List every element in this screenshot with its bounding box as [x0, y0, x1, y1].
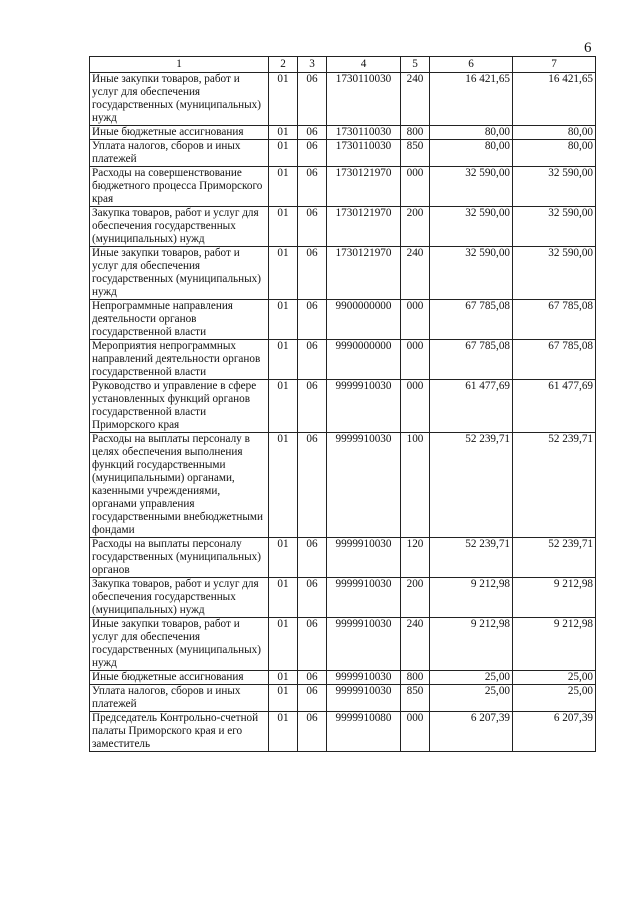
- page-number: 6: [584, 40, 592, 56]
- expense-type-code-cell: 240: [401, 618, 430, 671]
- section-code-cell: 01: [269, 578, 298, 618]
- table-row: [90, 433, 596, 538]
- column-header: 2: [269, 57, 298, 73]
- column-header: 5: [401, 57, 430, 73]
- table-row: [90, 300, 596, 340]
- expense-type-code-cell: 120: [401, 538, 430, 578]
- amount-1-cell: 32 590,00: [430, 207, 513, 247]
- expense-type-code-cell: 800: [401, 671, 430, 685]
- table-row: [90, 207, 596, 247]
- amount-2-cell: 32 590,00: [513, 167, 596, 207]
- expense-name-cell: Закупка товаров, работ и услуг для обеспечения государственных (муниципальных) нужд: [90, 207, 269, 247]
- amount-1-cell: 32 590,00: [430, 167, 513, 207]
- expense-name-cell: Председатель Контрольно-счетной палаты Приморского края и его заместитель: [90, 712, 269, 752]
- expense-name-cell: Иные бюджетные ассигнования: [90, 671, 269, 685]
- amount-2-cell: 61 477,69: [513, 380, 596, 433]
- amount-2-cell: 9 212,98: [513, 618, 596, 671]
- subsection-code-cell: 06: [298, 300, 327, 340]
- subsection-code-cell: 06: [298, 207, 327, 247]
- table-row: [90, 578, 596, 618]
- expense-name-cell: Иные закупки товаров, работ и услуг для обеспечения государственных (муниципальных) нужд: [90, 618, 269, 671]
- subsection-code-cell: 06: [298, 167, 327, 207]
- section-code-cell: 01: [269, 167, 298, 207]
- section-code-cell: 01: [269, 685, 298, 712]
- subsection-code-cell: 06: [298, 126, 327, 140]
- header-row: [90, 57, 596, 73]
- subsection-code-cell: 06: [298, 433, 327, 538]
- amount-1-cell: 52 239,71: [430, 538, 513, 578]
- amount-2-cell: 67 785,08: [513, 300, 596, 340]
- amount-1-cell: 67 785,08: [430, 340, 513, 380]
- table-row: [90, 247, 596, 300]
- column-header: 4: [327, 57, 401, 73]
- expense-type-code-cell: 850: [401, 685, 430, 712]
- subsection-code-cell: 06: [298, 140, 327, 167]
- target-item-code-cell: 9999910030: [327, 538, 401, 578]
- amount-2-cell: 67 785,08: [513, 340, 596, 380]
- amount-1-cell: 16 421,65: [430, 73, 513, 126]
- target-item-code-cell: 9999910030: [327, 433, 401, 538]
- target-item-code-cell: 9900000000: [327, 300, 401, 340]
- target-item-code-cell: 1730121970: [327, 207, 401, 247]
- amount-2-cell: 25,00: [513, 671, 596, 685]
- section-code-cell: 01: [269, 73, 298, 126]
- section-code-cell: 01: [269, 433, 298, 538]
- target-item-code-cell: 9990000000: [327, 340, 401, 380]
- table-row: [90, 618, 596, 671]
- subsection-code-cell: 06: [298, 618, 327, 671]
- section-code-cell: 01: [269, 671, 298, 685]
- expense-name-cell: Расходы на выплаты персоналу в целях обеспечения выполнения функций государственными (муниципальными) органами, казенными учреждениями, органами управления государственными внебюджетными фондами: [90, 433, 269, 538]
- amount-1-cell: 32 590,00: [430, 247, 513, 300]
- column-header: 1: [90, 57, 269, 73]
- section-code-cell: 01: [269, 126, 298, 140]
- target-item-code-cell: 1730121970: [327, 167, 401, 207]
- amount-1-cell: 6 207,39: [430, 712, 513, 752]
- expense-type-code-cell: 240: [401, 247, 430, 300]
- amount-2-cell: 80,00: [513, 126, 596, 140]
- amount-1-cell: 25,00: [430, 685, 513, 712]
- expense-name-cell: Закупка товаров, работ и услуг для обеспечения государственных (муниципальных) нужд: [90, 578, 269, 618]
- subsection-code-cell: 06: [298, 578, 327, 618]
- expense-name-cell: Мероприятия непрограммных направлений деятельности органов государственной власти: [90, 340, 269, 380]
- expense-type-code-cell: 100: [401, 433, 430, 538]
- expense-name-cell: Иные закупки товаров, работ и услуг для обеспечения государственных (муниципальных) нужд: [90, 73, 269, 126]
- amount-2-cell: 25,00: [513, 685, 596, 712]
- table-row: [90, 685, 596, 712]
- table-row: [90, 671, 596, 685]
- amount-1-cell: 80,00: [430, 126, 513, 140]
- column-header: 7: [513, 57, 596, 73]
- target-item-code-cell: 9999910080: [327, 712, 401, 752]
- subsection-code-cell: 06: [298, 247, 327, 300]
- section-code-cell: 01: [269, 618, 298, 671]
- expense-type-code-cell: 000: [401, 712, 430, 752]
- expense-type-code-cell: 850: [401, 140, 430, 167]
- amount-2-cell: 52 239,71: [513, 433, 596, 538]
- target-item-code-cell: 1730121970: [327, 247, 401, 300]
- column-header: 6: [430, 57, 513, 73]
- amount-1-cell: 61 477,69: [430, 380, 513, 433]
- expense-name-cell: Иные бюджетные ассигнования: [90, 126, 269, 140]
- amount-2-cell: 32 590,00: [513, 247, 596, 300]
- section-code-cell: 01: [269, 140, 298, 167]
- table-row: [90, 340, 596, 380]
- section-code-cell: 01: [269, 538, 298, 578]
- subsection-code-cell: 06: [298, 538, 327, 578]
- expense-type-code-cell: 000: [401, 300, 430, 340]
- amount-2-cell: 52 239,71: [513, 538, 596, 578]
- table-row: [90, 538, 596, 578]
- budget-table: [89, 56, 596, 752]
- target-item-code-cell: 9999910030: [327, 380, 401, 433]
- section-code-cell: 01: [269, 247, 298, 300]
- expense-name-cell: Иные закупки товаров, работ и услуг для обеспечения государственных (муниципальных) нужд: [90, 247, 269, 300]
- amount-2-cell: 6 207,39: [513, 712, 596, 752]
- expense-name-cell: Расходы на совершенствование бюджетного процесса Приморского края: [90, 167, 269, 207]
- table-row: [90, 140, 596, 167]
- section-code-cell: 01: [269, 712, 298, 752]
- amount-1-cell: 25,00: [430, 671, 513, 685]
- expense-type-code-cell: 240: [401, 73, 430, 126]
- target-item-code-cell: 9999910030: [327, 671, 401, 685]
- amount-1-cell: 80,00: [430, 140, 513, 167]
- subsection-code-cell: 06: [298, 340, 327, 380]
- target-item-code-cell: 9999910030: [327, 685, 401, 712]
- expense-type-code-cell: 000: [401, 380, 430, 433]
- expense-name-cell: Расходы на выплаты персоналу государственных (муниципальных) органов: [90, 538, 269, 578]
- amount-1-cell: 52 239,71: [430, 433, 513, 538]
- expense-type-code-cell: 000: [401, 340, 430, 380]
- subsection-code-cell: 06: [298, 380, 327, 433]
- column-header: 3: [298, 57, 327, 73]
- subsection-code-cell: 06: [298, 73, 327, 126]
- expense-type-code-cell: 000: [401, 167, 430, 207]
- table-row: [90, 712, 596, 752]
- subsection-code-cell: 06: [298, 671, 327, 685]
- table-row: [90, 73, 596, 126]
- expense-name-cell: Уплата налогов, сборов и иных платежей: [90, 685, 269, 712]
- expense-name-cell: Уплата налогов, сборов и иных платежей: [90, 140, 269, 167]
- table-row: [90, 380, 596, 433]
- amount-2-cell: 32 590,00: [513, 207, 596, 247]
- target-item-code-cell: 1730110030: [327, 140, 401, 167]
- section-code-cell: 01: [269, 300, 298, 340]
- target-item-code-cell: 1730110030: [327, 126, 401, 140]
- table-row: [90, 167, 596, 207]
- expense-name-cell: Руководство и управление в сфере установленных функций органов государственной власти Приморского края: [90, 380, 269, 433]
- target-item-code-cell: 9999910030: [327, 578, 401, 618]
- expense-type-code-cell: 200: [401, 578, 430, 618]
- section-code-cell: 01: [269, 340, 298, 380]
- target-item-code-cell: 9999910030: [327, 618, 401, 671]
- expense-name-cell: Непрограммные направления деятельности органов государственной власти: [90, 300, 269, 340]
- amount-1-cell: 67 785,08: [430, 300, 513, 340]
- amount-2-cell: 16 421,65: [513, 73, 596, 126]
- amount-1-cell: 9 212,98: [430, 618, 513, 671]
- section-code-cell: 01: [269, 207, 298, 247]
- table-row: [90, 126, 596, 140]
- subsection-code-cell: 06: [298, 712, 327, 752]
- expense-type-code-cell: 800: [401, 126, 430, 140]
- target-item-code-cell: 1730110030: [327, 73, 401, 126]
- subsection-code-cell: 06: [298, 685, 327, 712]
- amount-2-cell: 80,00: [513, 140, 596, 167]
- expense-type-code-cell: 200: [401, 207, 430, 247]
- amount-2-cell: 9 212,98: [513, 578, 596, 618]
- amount-1-cell: 9 212,98: [430, 578, 513, 618]
- section-code-cell: 01: [269, 380, 298, 433]
